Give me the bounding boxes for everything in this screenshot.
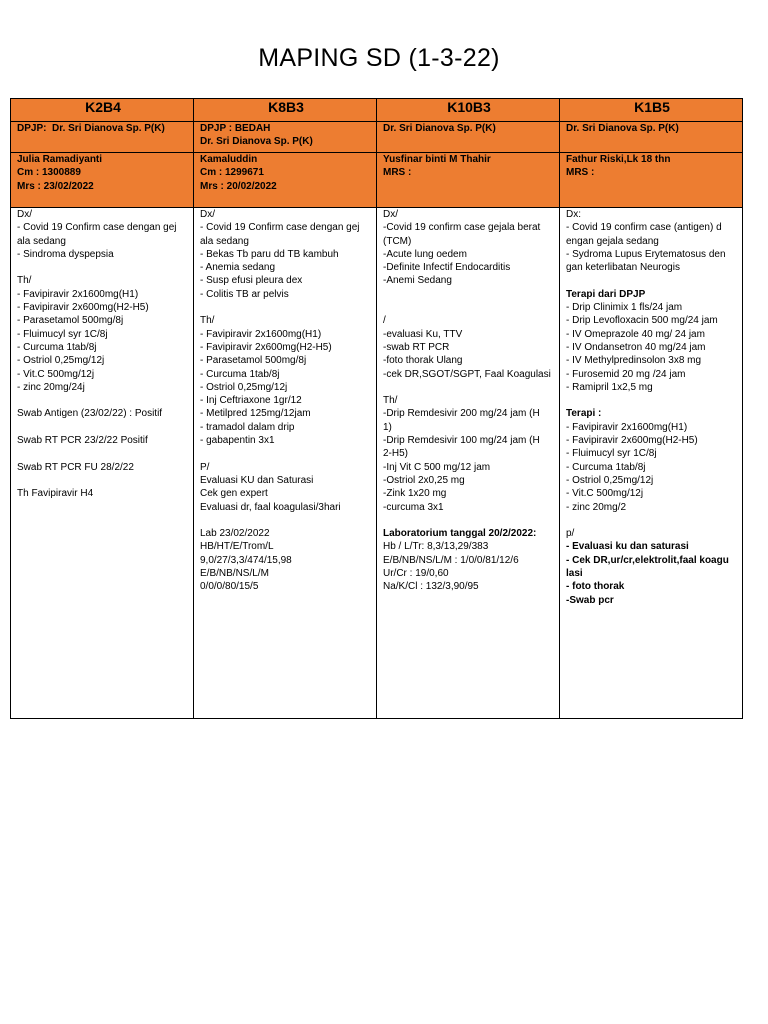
patient-line: Cm : 1300889 xyxy=(17,167,81,179)
note-line: ala sedang xyxy=(200,235,249,247)
note-line: engan gejala sedang xyxy=(566,235,659,247)
patient-line: Julia Ramadiyanti xyxy=(17,154,103,165)
note-line: - Favipiravir 2x1600mg(H1) xyxy=(566,421,688,433)
note-line: - tramadol dalam drip xyxy=(200,421,295,433)
note-line: P/ xyxy=(200,461,210,473)
note-line: - zinc 20mg/24j xyxy=(17,381,85,393)
note-line: -Definite Infectif Endocarditis xyxy=(383,262,511,274)
clinical-notes-row xyxy=(11,208,743,719)
note-line: Lab 23/02/2022 xyxy=(200,528,270,540)
note-line xyxy=(200,447,372,460)
note-line: -Anemi Sedang xyxy=(383,275,452,287)
note-line: - Ostriol 0,25mg/12j xyxy=(566,474,654,486)
note-line xyxy=(566,394,738,407)
note-line: - Anemia sedang xyxy=(200,262,276,274)
note-line: - Ramipril 1x2,5 mg xyxy=(566,381,653,393)
note-line: -Swab pcr xyxy=(566,594,614,606)
patient-line: Mrs : 20/02/2022 xyxy=(200,180,277,192)
note-line: - Covid 19 Confirm case dengan gej xyxy=(17,222,177,234)
dpjp-line: DPJP : BEDAH xyxy=(200,123,271,134)
note-line: - gabapentin 3x1 xyxy=(200,435,275,447)
note-line: Dx/ xyxy=(17,209,32,220)
note-line: Th Favipiravir H4 xyxy=(17,488,94,500)
note-line: - Vit.C 500mg/12j xyxy=(566,488,644,500)
note-line: Evaluasi KU dan Saturasi xyxy=(200,474,314,486)
note-line: - Curcuma 1tab/8j xyxy=(200,368,280,380)
note-line: - Susp efusi pleura dex xyxy=(200,275,303,287)
dpjp-cell xyxy=(377,122,560,153)
patient-cell xyxy=(11,153,194,208)
notes-cell xyxy=(560,208,743,719)
note-line: Dx: xyxy=(566,209,581,220)
note-line: Laboratorium tanggal 20/2/2022: xyxy=(383,528,537,540)
note-line xyxy=(383,301,555,314)
notes-cell xyxy=(11,208,194,719)
note-line: Cek gen expert xyxy=(200,488,268,500)
patient-line: Fathur Riski,Lk 18 thn xyxy=(566,154,671,165)
note-line: / xyxy=(383,315,386,327)
note-line: -Inj Vit C 500 mg/12 jam xyxy=(383,461,491,473)
dpjp-cell xyxy=(194,122,377,153)
dpjp-line: Dr. Sri Dianova Sp. P(K) xyxy=(383,123,496,134)
note-line: - Furosemid 20 mg /24 jam xyxy=(566,368,686,380)
note-line: Swab Antigen (23/02/22) : Positif xyxy=(17,408,163,420)
patient-line: Cm : 1299671 xyxy=(200,167,264,179)
note-line xyxy=(200,301,372,314)
patient-cell xyxy=(194,153,377,208)
note-line: - Colitis TB ar pelvis xyxy=(200,288,289,300)
note-line: Th/ xyxy=(17,275,32,287)
note-line: - Metilpred 125mg/12jam xyxy=(200,408,311,420)
note-line: - Favipiravir 2x600mg(H2-H5) xyxy=(200,341,332,353)
note-line: - Curcuma 1tab/8j xyxy=(17,341,97,353)
note-line: - Cek DR,ur/cr,elektrolit,faal koagu xyxy=(566,554,729,566)
note-line: ala sedang xyxy=(17,235,66,247)
patient-line: Kamaluddin xyxy=(200,154,258,165)
note-line: Dx/ xyxy=(383,209,398,220)
note-line: p/ xyxy=(566,528,575,540)
patient-cell xyxy=(560,153,743,208)
patient-row xyxy=(11,153,743,208)
dpjp-line: Dr. Sri Dianova Sp. P(K) xyxy=(200,136,313,148)
note-line xyxy=(383,288,555,301)
note-line xyxy=(17,474,189,487)
note-line: E/B/NB/NS/L/M : 1/0/0/81/12/6 xyxy=(383,554,519,566)
note-line: -Zink 1x20 mg xyxy=(383,488,447,500)
dpjp-line: Dr. Sri Dianova Sp. P(K) xyxy=(566,123,679,134)
note-line: -foto thorak Ulang xyxy=(383,355,463,367)
note-line: Terapi : xyxy=(566,408,602,420)
dpjp-row xyxy=(11,122,743,153)
note-line: Dx/ xyxy=(200,209,215,220)
note-line: 9,0/27/3,3/474/15,98 xyxy=(200,554,292,566)
page-title: MAPING SD (1-3-22) xyxy=(258,44,500,72)
note-line: - Ostriol 0,25mg/12j xyxy=(200,381,288,393)
notes-cell xyxy=(377,208,560,719)
note-line: -swab RT PCR xyxy=(383,341,450,353)
note-line: - Fluimucyl syr 1C/8j xyxy=(566,448,657,460)
note-line: - Favipiravir 2x1600mg(H1) xyxy=(17,288,139,300)
patient-line: Mrs : 23/02/2022 xyxy=(17,180,94,192)
note-line: 2-H5) xyxy=(383,448,409,460)
room-header: K8B3 xyxy=(194,99,377,122)
note-line: Evaluasi dr, faal koagulasi/3hari xyxy=(200,501,341,513)
note-line: - Curcuma 1tab/8j xyxy=(566,461,646,473)
note-line: - Favipiravir 2x1600mg(H1) xyxy=(200,328,322,340)
note-line: -Acute lung oedem xyxy=(383,248,467,260)
note-line: -Drip Remdesivir 100 mg/24 jam (H xyxy=(383,435,540,447)
note-line: -curcuma 3x1 xyxy=(383,501,444,513)
room-header-row xyxy=(11,99,743,122)
note-line: Swab RT PCR FU 28/2/22 xyxy=(17,461,134,473)
note-line: Th/ xyxy=(383,395,398,407)
note-line: - Drip Clinimix 1 fls/24 jam xyxy=(566,302,683,314)
note-line: Swab RT PCR 23/2/22 Positif xyxy=(17,435,148,447)
dpjp-cell xyxy=(11,122,194,153)
note-line: - foto thorak xyxy=(566,581,625,593)
note-line: -Drip Remdesivir 200 mg/24 jam (H xyxy=(383,408,540,420)
note-line: 0/0/0/80/15/5 xyxy=(200,581,259,593)
note-line: HB/HT/E/Trom/L xyxy=(200,541,274,553)
note-line xyxy=(17,421,189,434)
note-line xyxy=(200,514,372,527)
note-line xyxy=(17,261,189,274)
note-line: - Sindroma dyspepsia xyxy=(17,248,114,260)
note-line: - Evaluasi ku dan saturasi xyxy=(566,541,689,553)
note-line: Th/ xyxy=(200,315,215,327)
room-header: K2B4 xyxy=(11,99,194,122)
note-line: E/B/NB/NS/L/M xyxy=(200,568,269,580)
room-header: K10B3 xyxy=(377,99,560,122)
note-line xyxy=(383,514,555,527)
note-line: -Covid 19 confirm case gejala berat xyxy=(383,222,541,234)
patient-line: MRS : xyxy=(383,167,412,179)
patient-line: Yusfinar binti M Thahir xyxy=(383,154,491,165)
note-line: Hb / L/Tr: 8,3/13,29/383 xyxy=(383,541,489,553)
note-line: lasi xyxy=(566,568,583,580)
note-line: - Covid 19 Confirm case dengan gej xyxy=(200,222,360,234)
note-line: - Parasetamol 500mg/8j xyxy=(17,315,124,327)
note-line: - Covid 19 confirm case (antigen) d xyxy=(566,222,722,234)
note-line xyxy=(17,394,189,407)
note-line: - Vit.C 500mg/12j xyxy=(17,368,95,380)
note-line: gan keterlibatan Neurogis xyxy=(566,262,680,274)
note-line xyxy=(566,274,738,287)
note-line xyxy=(383,381,555,394)
note-line xyxy=(17,447,189,460)
note-line: Ur/Cr : 19/0,60 xyxy=(383,568,449,580)
patient-line: MRS : xyxy=(566,167,595,179)
note-line: -cek DR,SGOT/SGPT, Faal Koagulasi xyxy=(383,368,551,380)
note-line: - Favipiravir 2x600mg(H2-H5) xyxy=(17,302,149,314)
note-line: -evaluasi Ku, TTV xyxy=(383,328,463,340)
note-line: - Favipiravir 2x600mg(H2-H5) xyxy=(566,435,698,447)
note-line: (TCM) xyxy=(383,235,412,247)
dpjp-line: DPJP: Dr. Sri Dianova Sp. P(K) xyxy=(17,123,165,134)
room-header: K1B5 xyxy=(560,99,743,122)
patient-cell xyxy=(377,153,560,208)
note-line: - Bekas Tb paru dd TB kambuh xyxy=(200,248,339,260)
note-line: - Inj Ceftriaxone 1gr/12 xyxy=(200,395,302,407)
note-line: Terapi dari DPJP xyxy=(566,288,646,300)
note-line: - Drip Levofloxacin 500 mg/24 jam xyxy=(566,315,718,327)
note-line: - IV Methylpredinsolon 3x8 mg xyxy=(566,355,702,367)
notes-cell xyxy=(194,208,377,719)
patient-mapping-table xyxy=(10,98,743,719)
note-line: - Parasetamol 500mg/8j xyxy=(200,355,307,367)
note-line: - Ostriol 0,25mg/12j xyxy=(17,355,105,367)
dpjp-cell xyxy=(560,122,743,153)
note-line: - zinc 20mg/2 xyxy=(566,501,627,513)
note-line: - Sydroma Lupus Erytematosus den xyxy=(566,248,726,260)
note-line: 1) xyxy=(383,421,392,433)
note-line xyxy=(566,514,738,527)
note-line: -Ostriol 2x0,25 mg xyxy=(383,474,465,486)
note-line: - Fluimucyl syr 1C/8j xyxy=(17,328,108,340)
note-line: - IV Ondansetron 40 mg/24 jam xyxy=(566,341,706,353)
note-line: Na/K/Cl : 132/3,90/95 xyxy=(383,581,479,593)
note-line: - IV Omeprazole 40 mg/ 24 jam xyxy=(566,328,705,340)
